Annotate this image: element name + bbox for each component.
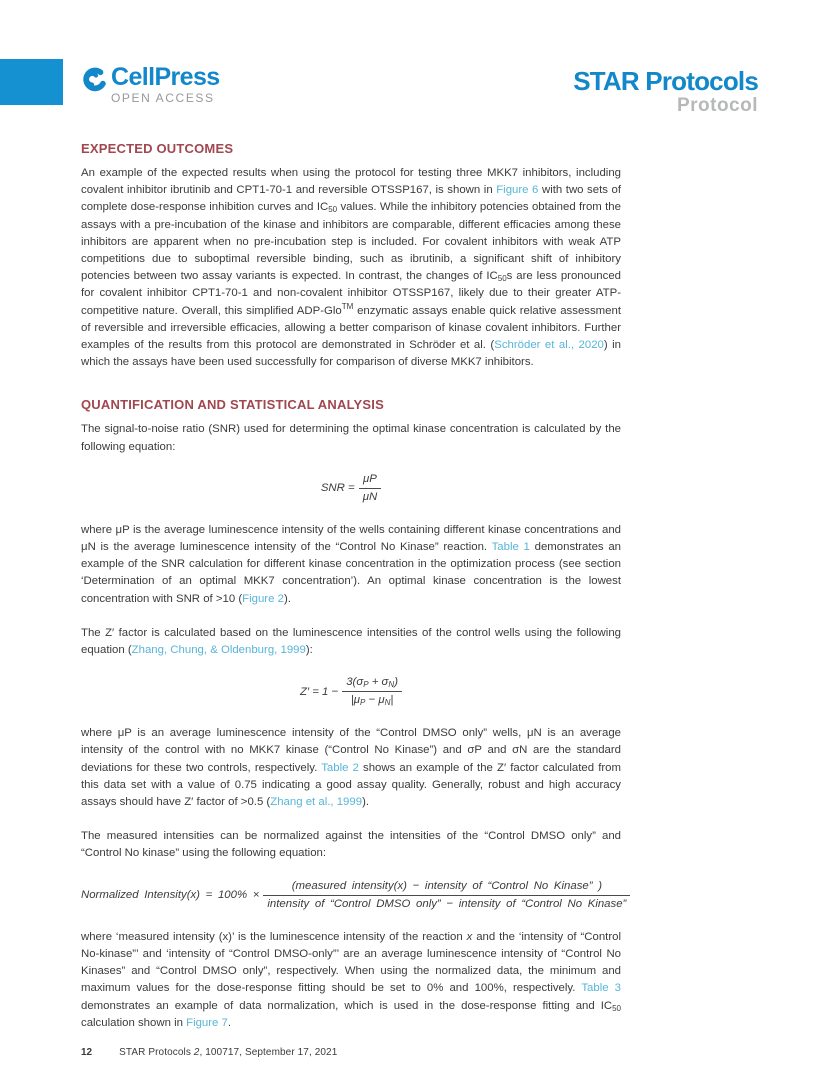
- text-segment: demonstrates an example of data normalization, which is used in the dose-response fitting and IC: [81, 999, 613, 1012]
- paragraph: [81, 522, 621, 608]
- text-segment: N: [384, 698, 391, 708]
- content-column: [81, 141, 627, 1049]
- article-type-label: Protocol: [676, 95, 758, 116]
- text-segment: demonstrates an example of the SNR calculation for different kinase concentration in the optimization process (see section ‘Determination of an optimal MKK7 concentration’). An optimal kinase concentration is the lowest concentration with SNR of >10 (: [81, 541, 622, 605]
- fraction-numerator: [359, 473, 381, 488]
- citation-link[interactable]: Zhang et al., 1999: [270, 796, 363, 809]
- z-prime-equation: [81, 676, 621, 707]
- journal-header: [573, 68, 758, 117]
- text-segment: , 100717, September 17, 2021: [199, 1047, 338, 1058]
- text-segment: The signal-to-noise ratio (SNR) used for determining the optimal kinase concentration is calculated by the following equation:: [81, 423, 621, 453]
- text-segment: ) in which the assays have been used successfully for comparison of diverse MKK7 inhibitors.: [81, 339, 622, 369]
- text-segment: and the ‘intensity of “Control No-kinase”’ and ‘intensity of “Control DMSO-only”’ are an average luminescence intensity of “Control No Kinases” and “Control DMSO only”, respectively. When using the normalized data, the minimum and maximum values for the dose-response fitting should be set to 0% and 100%, respectively.: [81, 930, 621, 995]
- text-segment: STAR Protocols: [119, 1047, 194, 1058]
- citation-link[interactable]: Table 3: [581, 982, 621, 995]
- text-segment: ).: [362, 796, 370, 809]
- normalized-intensity-equation: [81, 880, 701, 911]
- page-footer: [81, 1047, 337, 1058]
- text-segment: calculation shown in: [81, 1016, 187, 1029]
- text-segment: Normalized Intensity(x) = 100% ×: [81, 889, 260, 902]
- paragraph: [81, 421, 621, 455]
- section-heading: QUANTIFICATION AND STATISTICAL ANALYSIS: [81, 397, 384, 413]
- fraction-numerator: [342, 676, 402, 691]
- cellpress-logo-icon: [81, 67, 107, 98]
- text-segment: with two sets of complete dose-response inhibition curves and IC: [81, 184, 621, 214]
- text-segment: N: [388, 680, 395, 690]
- paragraph: [81, 828, 621, 862]
- text-segment: P: [363, 680, 369, 690]
- text-segment: where μP is the average luminescence intensity of the wells containing different kinase concentrations and μN is the average luminescence intensity of the “Control No Kinase” reaction.: [81, 523, 621, 554]
- citation-link[interactable]: Figure 2: [242, 592, 284, 605]
- text-segment: x: [466, 930, 473, 943]
- text-segment: 50: [497, 274, 507, 284]
- paragraph: [81, 625, 621, 659]
- citation-link[interactable]: Table 1: [491, 541, 530, 554]
- text-segment: SNR =: [320, 482, 355, 495]
- citation-link[interactable]: Figure 7: [186, 1016, 228, 1029]
- footer-citation: [119, 1047, 337, 1058]
- text-segment: ).: [283, 592, 291, 605]
- text-segment: The Z′ factor is calculated based on the luminescence intensities of the control wells using the following equation (: [81, 626, 621, 657]
- equation-lhs: [81, 889, 259, 901]
- cellpress-logo: [81, 64, 220, 106]
- text-segment: Z′ = 1 −: [299, 685, 339, 698]
- citation-link[interactable]: Zhang, Chung, & Oldenburg, 1999: [131, 644, 306, 657]
- paragraph: [81, 929, 621, 1032]
- equation-lhs: [321, 482, 355, 494]
- text-segment: 2: [193, 1047, 200, 1058]
- journal-title: STAR Protocols: [573, 66, 758, 96]
- cellpress-logo-title: CellPress: [111, 63, 220, 91]
- text-segment: intensity of “Control DMSO only” − intensity of “Control No Kinase”: [267, 897, 627, 910]
- page-number: 12: [81, 1047, 93, 1058]
- text-segment: s are less pronounced for covalent inhibitor CPT1-70-1 and non-covalent inhibitor OTSSP167, likely due to their greater ATP-competitive nature. Overall, this simplified ADP-Glo: [81, 270, 621, 317]
- text-segment: where ‘measured intensity (x)’ is the luminescence intensity of the reaction: [81, 930, 467, 943]
- citation-link[interactable]: Table 2: [321, 761, 359, 774]
- text-segment: ):: [305, 644, 313, 657]
- citation-link[interactable]: Schröder et al., 2020: [494, 339, 604, 352]
- equation-fraction: [342, 676, 402, 707]
- fraction-denominator: [263, 895, 630, 911]
- text-segment: μN: [362, 490, 378, 503]
- text-segment: enzymatic assays enable quick relative assessment of reversible and irreversible efficacies, allowing a better comparison of kinase covalent inhibitors. Further examples of the results from this protocol are demonstrated in Schröder et al. (: [81, 304, 621, 352]
- open-access-label: OPEN ACCESS: [111, 91, 215, 105]
- text-segment: TM: [341, 301, 354, 311]
- text-segment: 3(σ: [346, 676, 364, 689]
- text-segment: .: [227, 1016, 232, 1029]
- fraction-denominator: [359, 488, 381, 504]
- paragraph: [81, 725, 621, 811]
- text-segment: 50: [612, 1003, 621, 1013]
- text-segment: + σ: [368, 676, 389, 689]
- snr-equation: [81, 473, 621, 504]
- text-segment: P: [360, 698, 366, 708]
- section-heading: EXPECTED OUTCOMES: [81, 141, 234, 156]
- text-segment: values. While the inhibitory potencies obtained from the assays with a pre-incubation of the kinase and inhibitors are comparable, different efficacies among these inhibitors are apparent when no pre-incubation step is included. For covalent inhibitors with weak ATP competitions due to suboptimal reversible binding, such as ibrutinib, a significant shift of inhibitory potencies between two assay variants is expected. In contrast, the changes of IC: [81, 201, 621, 283]
- text-segment: ): [394, 676, 398, 689]
- equation-fraction: [263, 880, 630, 911]
- fraction-denominator: [342, 691, 402, 707]
- text-segment: An example of the expected results when using the protocol for testing three MKK7 inhibitors, including covalent inhibitor ibrutinib and CPT1-70-1 and reversible OTSSP167, is shown in: [81, 167, 621, 197]
- corner-accent-block: [0, 59, 63, 105]
- text-segment: − μ: [365, 694, 385, 707]
- equation-fraction: [359, 473, 381, 504]
- equation-lhs: [300, 686, 338, 698]
- text-segment: (measured intensity(x) − intensity of “Control No Kinase” ): [291, 879, 603, 892]
- text-segment: 50: [328, 205, 338, 215]
- fraction-numerator: [263, 880, 630, 895]
- citation-link[interactable]: Figure 6: [496, 184, 539, 197]
- text-segment: |: [390, 694, 394, 707]
- paragraph: [81, 165, 621, 371]
- text-segment: where μP is an average luminescence intensity of the “Control DMSO only” wells, μN is an average intensity of the control with no MKK7 kinase (“Control No Kinase”) and σP and σN are the standard deviations for these two controls, respectively.: [81, 727, 621, 774]
- text-segment: μP: [363, 472, 377, 485]
- text-segment: The measured intensities can be normalized against the intensities of the “Control DMSO only” and “Control No kinase” using the following equation:: [81, 830, 621, 860]
- text-segment: |μ: [350, 694, 361, 707]
- text-segment: shows an example of the Z′ factor calculated from this data set with a value of 0.75 indicating a good assay quality. Generally, robust and high accuracy assays should have Z′ factor of >0.5 (: [81, 761, 622, 809]
